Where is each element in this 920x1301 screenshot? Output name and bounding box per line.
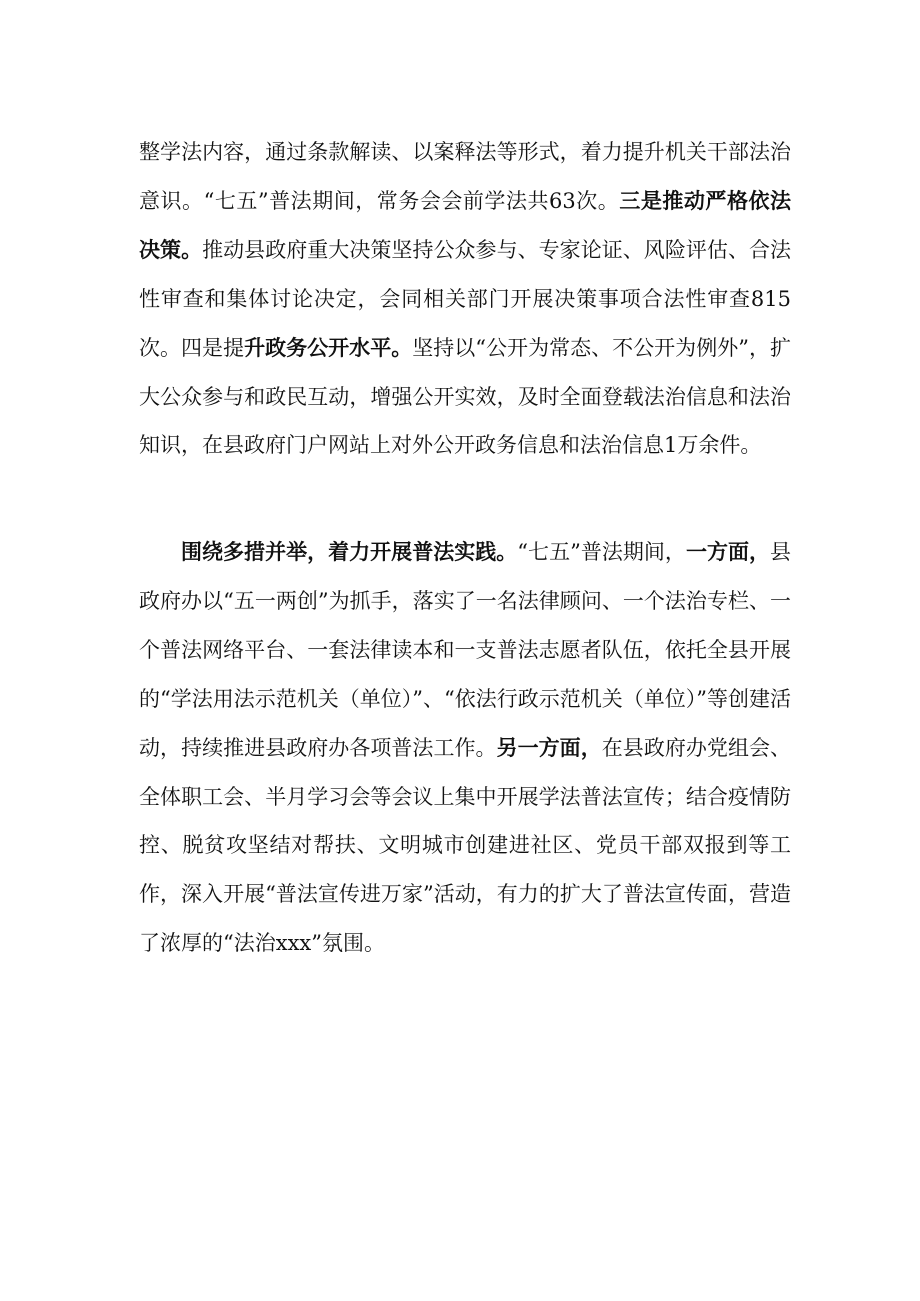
- paragraph-1-sentence-3: 坚持以“公开为常态、不公开为例外”，扩大公众参与和政民互动，增强公开实效，及时全面登载法治信息和法治知识，在县政府门户网站上对外公开政务信息和法治信息1万余件。: [139, 335, 792, 458]
- paragraph-1-bold-heading-1: 三是推动严格依法决策。: [139, 187, 791, 262]
- paragraph-1-sentence-2: 推动县政府重大决策坚持公众参与、专家论证、风险评估、合法性审查和集体讨论决定，会同相关部门开展决策事项合法性审查815次。四是提: [139, 237, 792, 360]
- paragraph-2-bold-on-one-hand: 一方面，: [685, 539, 771, 564]
- paragraph-legal-decision-making: [139, 128, 791, 470]
- paragraph-legal-education-practice: [139, 528, 791, 968]
- paragraph-2-sentence-2: 县政府办以“五一两创”为抓手，落实了一名法律顾问、一个法治专栏、一个普法网络平台、一套法律读本和一支普法志愿者队伍，依托全县开展的“学法用法示范机关（单位）”、“依法行政示范机关（单位）”等创建活动，持续推进县政府办各项普法工作。: [139, 540, 792, 760]
- paragraph-2-bold-on-other-hand: 另一方面，: [496, 734, 602, 760]
- paragraph-1-text: [139, 128, 791, 470]
- paragraph-1-sentence-1: 整学法内容，通过条款解读、以案释法等形式，着力提升机关干部法治意识。“七五”普法期间，常务会会前学法共63次。: [139, 140, 791, 213]
- paragraph-2-sentence-3: 在县政府办党组会、全体职工会、半月学习会等会议上集中开展学法普法宣传；结合疫情防控、脱贫攻坚结对帮扶、文明城市创建进社区、党员干部双报到等工作，深入开展“普法宣传进万家”活动，有力的扩大了普法宣传面，营造了浓厚的“法治xxx”氛围。: [139, 735, 792, 956]
- paragraph-2-text: [139, 528, 791, 968]
- paragraph-1-bold-heading-2: 升政务公开水平。: [244, 334, 413, 360]
- paragraph-2-bold-heading: 围绕多措并举，着力开展普法实践。: [181, 539, 518, 564]
- paragraph-2-sentence-1: “七五”普法期间，: [517, 540, 686, 564]
